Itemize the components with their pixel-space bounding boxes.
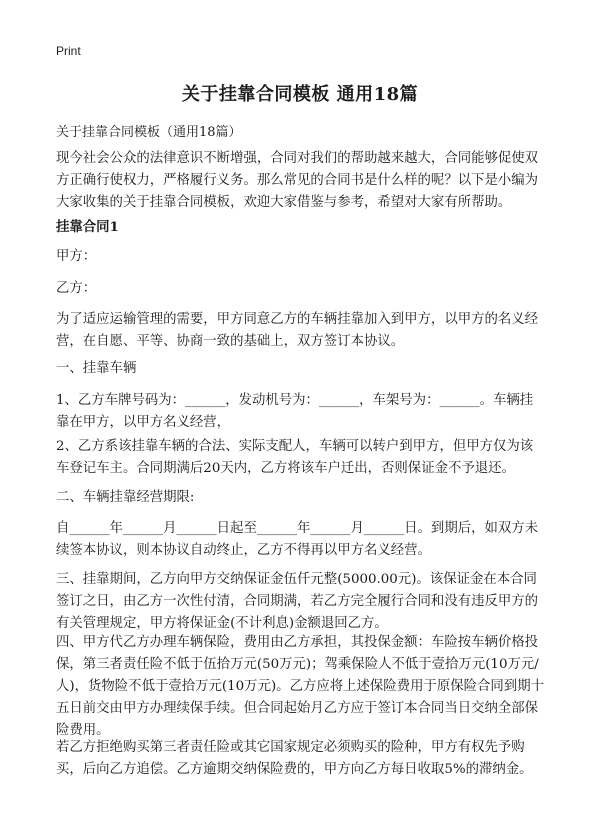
heading-vehicle: 一、挂靠车辆 (56, 361, 137, 376)
insurance-paragraph: 四、甲方代乙方办理车辆保险，费用由乙方承担，其投保金额：车险按车辆价格投保，第三者责任险不低于伍拾万元(50万元)；驾乘保险人不低于壹拾万元(10万元/人)，货物险不低于壹拾万元(10万元)。乙方应将上述保险费用于原保险合同到期十五日前交由甲方办理续保手续。但合同起始月乙方应于签订本合同当日交纳全部保险费用。 (56, 635, 544, 738)
intro-paragraph: 现今社会公众的法律意识不断增强，合同对我们的帮助越来越大，合同能够促使双方正确行使权力，严格履行义务。那么常见的合同书是什么样的呢？以下是小编为大家收集的关于挂靠合同模板，欢迎大家借鉴与参考，希望对大家有所帮助。 (56, 151, 539, 210)
party-a-line: 甲方： (56, 249, 97, 264)
document-title: 关于挂靠合同模板 通用18篇 (181, 84, 419, 105)
item-1-paragraph: 1、乙方车牌号码为：______，发动机号为：______，车架号为：______。车辆挂靠在甲方，以甲方名义经营， (56, 393, 534, 430)
section-title: 挂靠合同1 (56, 219, 119, 235)
period-paragraph: 自______年______月______日起至______年______月______日。到期后，如双方未续签本协议，则本协议自动终止，乙方不得再以甲方名义经营。 (56, 521, 539, 558)
penalty-paragraph: 若乙方拒绝购买第三者责任险或其它国家规定必须购买的险种，甲方有权先予购买，后向乙方追偿。乙方逾期交纳保险费的，甲方向乙方每日收取5%的滞纳金。 (56, 740, 533, 777)
deposit-paragraph: 三、挂靠期间，乙方向甲方交纳保证金伍仟元整(5000.00元)。该保证金在本合同签订之日，由乙方一次性付清，合同期满，若乙方完全履行合同和没有违反甲方的有关管理规定，甲方将保证金(不计利息)金额退回乙方。 (56, 572, 539, 631)
party-b-line: 乙方： (56, 281, 97, 296)
heading-period: 二、车辆挂靠经营期限: (56, 490, 195, 505)
item-2-paragraph: 2、乙方系该挂靠车辆的合法、实际支配人，车辆可以转户到甲方，但甲方仅为该车登记车主。合同期满后20天内，乙方将该车户迁出，否则保证金不予退还。 (56, 439, 534, 476)
preamble-paragraph: 为了适应运输管理的需要，甲方同意乙方的车辆挂靠加入到甲方，以甲方的名义经营，在自愿、平等、协商一致的基础上，双方签订本协议。 (56, 312, 539, 349)
document-subtitle: 关于挂靠合同模板（通用18篇） (56, 125, 242, 140)
print-link[interactable]: Print (56, 44, 81, 58)
